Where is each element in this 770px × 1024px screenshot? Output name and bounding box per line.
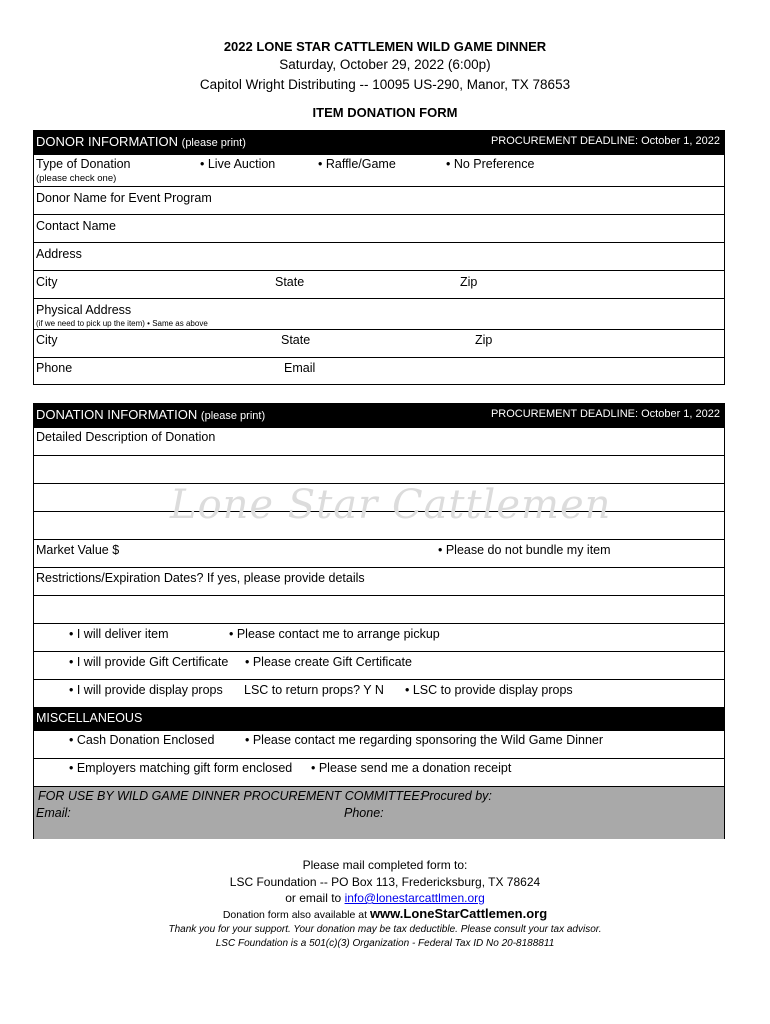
email-line	[0, 891, 770, 905]
event-venue: Capitol Wright Distributing -- 10095 US-290, Manor, TX 78653	[199, 77, 571, 92]
description-field[interactable]	[34, 427, 724, 455]
donor-heading-note: (please print)	[181, 137, 246, 149]
description-label: Detailed Description of Donation	[36, 430, 216, 444]
state-label-2: State	[281, 333, 311, 347]
address-label: Address	[36, 247, 82, 261]
procured-by-label: Procured by:	[421, 789, 492, 803]
option-deliver-item[interactable]: • I will deliver item	[69, 627, 169, 641]
option-employer-matching[interactable]: • Employers matching gift form enclosed	[69, 761, 293, 775]
event-title: 2022 LONE STAR CATTLEMEN WILD GAME DINNER	[223, 39, 547, 54]
donation-deadline: PROCUREMENT DEADLINE: October 1, 2022	[490, 408, 720, 420]
return-props-question[interactable]: LSC to return props? Y N	[244, 683, 384, 697]
option-lsc-display-props[interactable]: • LSC to provide display props	[405, 683, 573, 697]
address-field[interactable]	[34, 242, 724, 270]
donation-type-row	[34, 154, 724, 186]
misc-header	[34, 707, 724, 730]
option-donation-receipt[interactable]: • Please send me a donation receipt	[311, 761, 512, 775]
restrictions-label: Restrictions/Expiration Dates? If yes, please provide details	[36, 571, 365, 585]
donor-deadline: PROCUREMENT DEADLINE: October 1, 2022	[490, 135, 720, 147]
committee-box	[34, 786, 724, 839]
donor-header	[34, 131, 724, 154]
event-date: Saturday, October 29, 2022 (6:00p)	[279, 57, 491, 72]
physical-address-note: (if we need to pick up the item) • Same as above	[36, 319, 208, 328]
donation-section	[33, 403, 725, 839]
city-label: City	[36, 275, 58, 289]
donor-section	[33, 130, 725, 385]
donation-type-label: Type of Donation	[36, 157, 131, 171]
phone-label: Phone	[36, 361, 73, 375]
misc-row-1	[34, 730, 724, 758]
donation-heading-note: (please print)	[200, 410, 266, 422]
option-live-auction[interactable]: • Live Auction	[200, 157, 276, 171]
phone-email-field[interactable]	[34, 357, 724, 385]
watermark-logo: Lone Star Cattlemen	[170, 482, 612, 528]
option-provide-display-props[interactable]: • I will provide display props	[69, 683, 223, 697]
website-line	[0, 906, 770, 921]
contact-name-field[interactable]	[34, 214, 724, 242]
mail-address: LSC Foundation -- PO Box 113, Fredericksburg, TX 78624	[229, 875, 541, 889]
city-state-zip-field-2[interactable]	[34, 329, 724, 357]
mail-instructions: Please mail completed form to:	[302, 858, 468, 872]
donor-name-field[interactable]	[34, 186, 724, 214]
physical-address-field[interactable]	[34, 298, 724, 329]
city-label-2: City	[36, 333, 58, 347]
option-raffle-game[interactable]: • Raffle/Game	[318, 157, 396, 171]
donation-heading: DONATION INFORMATION	[36, 407, 198, 422]
tax-note: LSC Foundation is a 501(c)(3) Organization - Federal Tax ID No 20-8188811	[215, 938, 555, 949]
email-label: Email	[284, 361, 316, 375]
option-sponsor-contact[interactable]: • Please contact me regarding sponsoring the Wild Game Dinner	[245, 733, 604, 747]
description-line-1[interactable]	[34, 455, 724, 483]
restrictions-field[interactable]	[34, 567, 724, 595]
option-cash-donation[interactable]: • Cash Donation Enclosed	[69, 733, 215, 747]
delivery-row	[34, 623, 724, 651]
display-props-row	[34, 679, 724, 707]
market-value-field[interactable]	[34, 539, 724, 567]
committee-email-label: Email:	[36, 806, 71, 820]
restrictions-line[interactable]	[34, 595, 724, 623]
state-label: State	[275, 275, 305, 289]
donor-name-label: Donor Name for Event Program	[36, 191, 212, 205]
email-prefix: or email to	[285, 891, 342, 905]
website-link[interactable]: www.LoneStarCattlemen.org	[369, 906, 548, 921]
market-value-label: Market Value $	[36, 543, 120, 557]
misc-heading: MISCELLANEOUS	[36, 711, 143, 725]
donor-heading: DONOR INFORMATION	[36, 134, 179, 149]
option-no-preference[interactable]: • No Preference	[446, 157, 535, 171]
contact-name-label: Contact Name	[36, 219, 116, 233]
city-state-zip-field[interactable]	[34, 270, 724, 298]
gift-certificate-row	[34, 651, 724, 679]
zip-label: Zip	[460, 275, 478, 289]
donation-header	[34, 404, 724, 427]
misc-row-2	[34, 758, 724, 786]
option-provide-gift-certificate[interactable]: • I will provide Gift Certificate	[69, 655, 229, 669]
email-link[interactable]: info@lonestarcattlmen.org	[344, 891, 485, 905]
donation-type-note: (please check one)	[36, 173, 117, 184]
website-prefix: Donation form also available at	[222, 909, 368, 921]
zip-label-2: Zip	[475, 333, 493, 347]
thanks-note: Thank you for your support. Your donation may be tax deductible. Please consult your tax advisor.	[168, 924, 602, 935]
option-arrange-pickup[interactable]: • Please contact me to arrange pickup	[229, 627, 440, 641]
committee-phone-label: Phone:	[344, 806, 384, 820]
form-title: ITEM DONATION FORM	[312, 105, 458, 120]
option-create-gift-certificate[interactable]: • Please create Gift Certificate	[245, 655, 412, 669]
committee-label: FOR USE BY WILD GAME DINNER PROCUREMENT COMMITTEE:	[38, 789, 424, 803]
no-bundle-option[interactable]: • Please do not bundle my item	[438, 543, 611, 557]
physical-address-label: Physical Address	[36, 303, 132, 317]
